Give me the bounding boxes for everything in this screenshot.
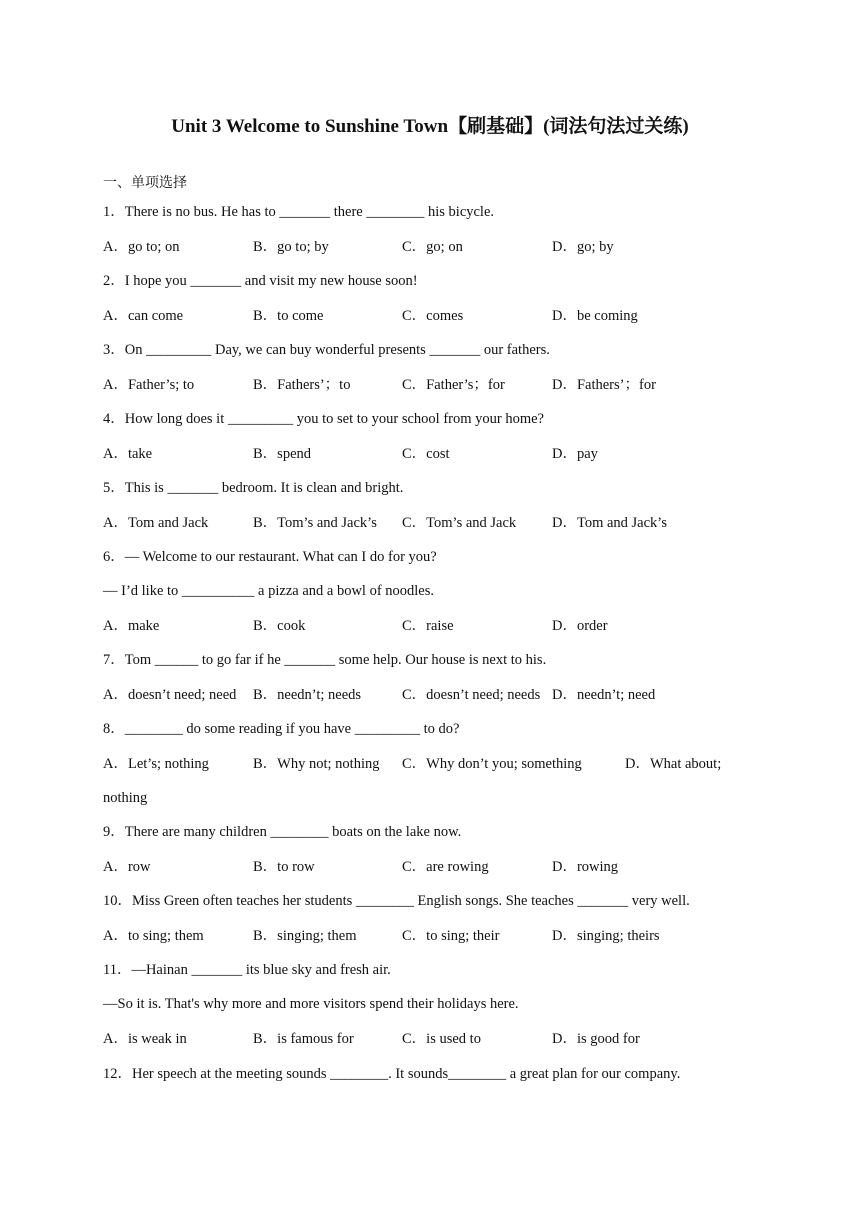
option-c[interactable]: C．Why don’t you; something xyxy=(402,756,582,772)
question-2-options xyxy=(103,307,753,325)
question-6-stem-line-2: — I’d like to __________ a pizza and a bowl of noodles. xyxy=(103,583,435,599)
option-a[interactable]: A．Father’s; to xyxy=(103,377,195,393)
page-title: Unit 3 Welcome to Sunshine Town【刷基础】(词法句法过关练) xyxy=(171,116,689,137)
option-b[interactable]: B．Fathers’；to xyxy=(253,377,351,393)
question-11-options xyxy=(103,1030,753,1048)
option-d-wrap[interactable]: nothing xyxy=(103,790,148,806)
option-b[interactable]: B．cook xyxy=(253,618,306,634)
option-d[interactable]: D．needn’t; need xyxy=(552,687,656,703)
option-a[interactable]: A．Tom and Jack xyxy=(103,515,209,531)
option-d[interactable]: D．Fathers’；for xyxy=(552,377,656,393)
option-c[interactable]: C．Tom’s and Jack xyxy=(402,515,517,531)
option-d[interactable]: D．pay xyxy=(552,446,598,462)
option-a[interactable]: A．make xyxy=(103,618,160,634)
option-d[interactable]: D．Tom and Jack’s xyxy=(552,515,667,531)
option-c[interactable]: C．doesn’t need; needs xyxy=(402,687,541,703)
question-4-stem: 4．How long does it _________ you to set to your school from your home? xyxy=(103,411,544,427)
question-7-options xyxy=(103,686,753,704)
option-a[interactable]: A．take xyxy=(103,446,153,462)
question-3-stem: 3．On _________ Day, we can buy wonderful presents _______ our fathers. xyxy=(103,342,550,358)
question-5-options xyxy=(103,514,753,532)
section-heading: 一、单项选择 xyxy=(103,175,187,191)
option-b[interactable]: B．singing; them xyxy=(253,928,357,944)
option-a[interactable]: A．to sing; them xyxy=(103,928,204,944)
question-2-stem: 2．I hope you _______ and visit my new house soon! xyxy=(103,273,418,289)
option-d[interactable]: D．rowing xyxy=(552,859,619,875)
question-6-stem: 6．— Welcome to our restaurant. What can I do for you? xyxy=(103,549,437,565)
option-d[interactable]: D．is good for xyxy=(552,1031,640,1047)
option-c[interactable]: C．Father’s；for xyxy=(402,377,505,393)
option-c[interactable]: C．to sing; their xyxy=(402,928,500,944)
option-a[interactable]: A．is weak in xyxy=(103,1031,187,1047)
option-b[interactable]: B．Why not; nothing xyxy=(253,756,380,772)
question-9-stem: 9．There are many children ________ boats on the lake now. xyxy=(103,824,462,840)
question-11-stem: 11．—Hainan _______ its blue sky and fresh air. xyxy=(103,962,391,978)
option-d[interactable]: D．go; by xyxy=(552,239,614,255)
question-5-stem: 5．This is _______ bedroom. It is clean and bright. xyxy=(103,480,404,496)
question-10-options xyxy=(103,927,753,945)
question-8-options xyxy=(103,755,753,773)
option-a[interactable]: A．doesn’t need; need xyxy=(103,687,237,703)
option-b[interactable]: B．spend xyxy=(253,446,311,462)
question-10-stem: 10．Miss Green often teaches her students ________ English songs. She teaches _______ very well. xyxy=(103,893,690,909)
option-c[interactable]: C．cost xyxy=(402,446,450,462)
option-d[interactable]: D．be coming xyxy=(552,308,638,324)
option-b[interactable]: B．go to; by xyxy=(253,239,329,255)
option-b[interactable]: B．to row xyxy=(253,859,315,875)
option-c[interactable]: C．comes xyxy=(402,308,464,324)
option-c[interactable]: C．are rowing xyxy=(402,859,489,875)
question-11-stem-line-2: —So it is. That's why more and more visitors spend their holidays here. xyxy=(103,996,519,1012)
option-d[interactable]: D．order xyxy=(552,618,608,634)
option-b[interactable]: B．is famous for xyxy=(253,1031,354,1047)
option-c[interactable]: C．raise xyxy=(402,618,454,634)
question-7-stem: 7．Tom ______ to go far if he _______ some help. Our house is next to his. xyxy=(103,652,547,668)
option-d[interactable]: D．What about; xyxy=(625,756,722,772)
option-a[interactable]: A．can come xyxy=(103,308,184,324)
option-a[interactable]: A．row xyxy=(103,859,151,875)
option-c[interactable]: C．go; on xyxy=(402,239,463,255)
option-d[interactable]: D．singing; theirs xyxy=(552,928,660,944)
question-1-options xyxy=(103,238,753,256)
option-c[interactable]: C．is used to xyxy=(402,1031,481,1047)
option-a[interactable]: A．go to; on xyxy=(103,239,180,255)
option-b[interactable]: B．needn’t; needs xyxy=(253,687,362,703)
question-6-options xyxy=(103,617,753,635)
option-b[interactable]: B．to come xyxy=(253,308,324,324)
question-8-stem: 8．________ do some reading if you have _________ to do? xyxy=(103,721,460,737)
question-1-stem: 1．There is no bus. He has to _______ there ________ his bicycle. xyxy=(103,204,495,220)
question-4-options xyxy=(103,445,753,463)
option-a[interactable]: A．Let’s; nothing xyxy=(103,756,209,772)
question-3-options xyxy=(103,376,753,394)
question-12-stem: 12．Her speech at the meeting sounds ________. It sounds________ a great plan for our company. xyxy=(103,1066,681,1082)
option-b[interactable]: B．Tom’s and Jack’s xyxy=(253,515,377,531)
question-9-options xyxy=(103,858,753,876)
